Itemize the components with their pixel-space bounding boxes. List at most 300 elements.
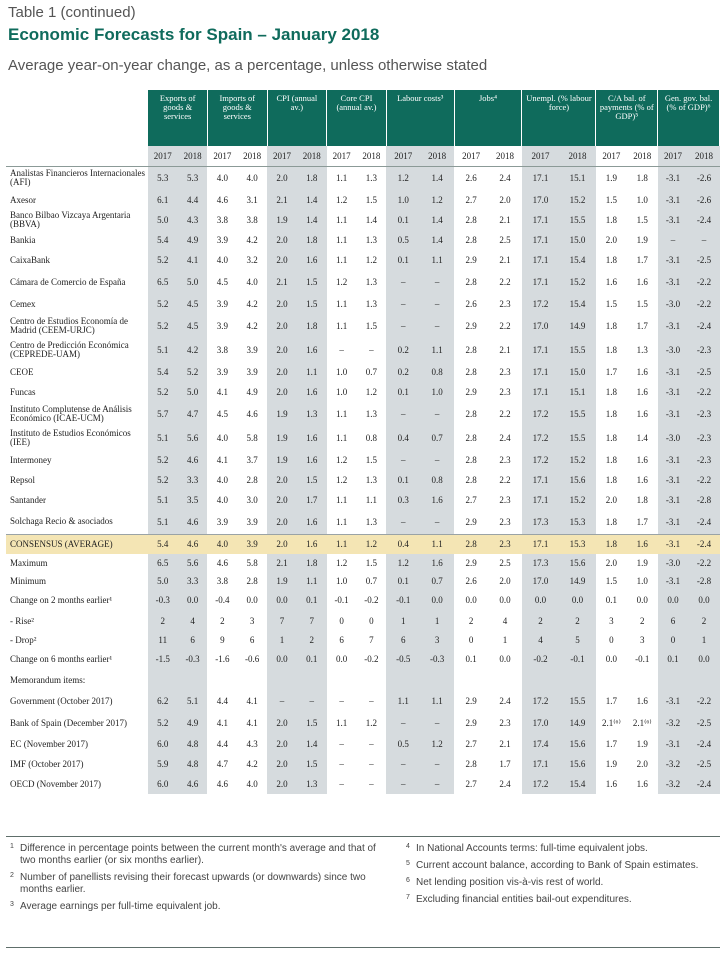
table-cell: – [420,712,454,734]
table-cell: 1.8 [596,338,627,362]
table-cell: 2.5 [488,230,522,250]
table-cell: 15.2 [559,270,596,294]
table-cell: 1.1 [327,230,357,250]
table-cell [356,670,386,690]
table-row [6,572,720,590]
footnote-number: 2 [10,872,14,879]
table-cell: 4.5 [178,314,208,338]
table-cell: 1.5 [297,270,327,294]
table-cell: 1.2 [327,470,357,490]
table-cell: 2.8 [454,402,488,426]
table-row [6,554,720,572]
header-blank [6,90,148,146]
table-cell: -2.2 [688,270,719,294]
table-cell: 15.6 [559,754,596,774]
table-cell: 17.4 [522,734,559,754]
table-cell: – [386,510,420,534]
table-cell: 2.3 [488,712,522,734]
table-cell: 1.1 [327,402,357,426]
table-cell: 1.2 [327,554,357,572]
table-cell: 1.8 [297,554,327,572]
table-cell: 2.8 [454,426,488,450]
table-cell: 1.9 [627,734,658,754]
footnote-text: Difference in percentage points between the current month's average and that of two months earlier (or six months earlier). [20,843,376,866]
table-cell: 15.6 [559,470,596,490]
table-cell: 4.6 [207,190,237,210]
table-cell: 5.0 [178,382,208,402]
table-cell: – [386,270,420,294]
table-cell: 4.0 [237,270,267,294]
table-cell: 3.5 [178,490,208,510]
table-cell: 2 [297,632,327,648]
row-label: Instituto de Estudios Económicos (IEE) [10,428,131,447]
table-cell: 4.0 [237,166,267,190]
table-cell: 4.6 [178,534,208,554]
table-body [6,166,720,794]
row-label: Cemex [10,298,36,309]
table-row [6,470,720,490]
table-cell: 2.3 [488,490,522,510]
table-cell: 2.0 [267,470,297,490]
table-cell: 1.1 [327,166,357,190]
table-cell: -3.1 [658,534,689,554]
table-cell: – [420,294,454,314]
table-cell: -3.1 [658,190,689,210]
table-cell: -3.1 [658,250,689,270]
table-row [6,490,720,510]
table-row [6,362,720,382]
table-cell: 4.9 [237,382,267,402]
year-header-row [6,146,720,166]
table-cell: 2.7 [454,734,488,754]
table-cell: 15.4 [559,774,596,794]
table-cell: – [356,734,386,754]
table-cell: – [356,754,386,774]
table-cell: 2.1 [267,270,297,294]
table-cell: 1 [688,632,719,648]
row-label: - Rise² [10,615,34,626]
table-cell: 2.8 [454,230,488,250]
table-cell: 1.5 [356,190,386,210]
table-cell: -2.4 [688,774,719,794]
table-cell: 11 [148,632,178,648]
table-cell: 0 [596,632,627,648]
table-cell: 0.0 [522,590,559,610]
table-cell [658,670,689,690]
table-cell: 4 [178,610,208,632]
table-cell: 2.8 [454,210,488,230]
table-cell: 0.0 [267,590,297,610]
table-cell [386,670,420,690]
table-cell: 1.6 [627,270,658,294]
table-cell: -3.1 [658,166,689,190]
table-cell: 1.8 [297,230,327,250]
table-cell: 0.0 [658,590,689,610]
table-cell: 1.1 [327,294,357,314]
table-cell: 3.7 [237,450,267,470]
row-label: OECD (November 2017) [10,778,101,789]
table-cell: 4.6 [237,402,267,426]
table-cell: 2.4 [488,690,522,712]
table-cell: 5.2 [148,250,178,270]
table-cell: 1.1 [297,572,327,590]
table-cell: 4.2 [178,338,208,362]
table-cell: 0.8 [356,426,386,450]
table-cell: 1.1 [420,690,454,712]
table-cell: 1.3 [356,270,386,294]
table-cell: 1.9 [627,230,658,250]
footnote-text: Number of panellists revising their forecast upwards (or downwards) since two months earlier. [20,872,366,895]
table-cell: 0.3 [386,490,420,510]
table-cell: 5.8 [237,554,267,572]
table-cell: 0 [454,632,488,648]
table-cell: – [420,754,454,774]
table-cell: 5.2 [148,294,178,314]
footnotes-right [406,843,706,911]
table-cell: 1.0 [386,190,420,210]
table-cell: 2.0 [267,362,297,382]
table-cell: -2.2 [688,470,719,490]
table-cell: 17.2 [522,426,559,450]
table-cell: 0.0 [488,648,522,670]
table-cell: – [386,294,420,314]
table-cell: 4.6 [178,774,208,794]
year-header: 2018 [488,146,522,166]
table-cell: 4.8 [178,754,208,774]
row-label: Repsol [10,474,36,485]
table-cell: -2.6 [688,166,719,190]
table-cell: 1.1 [420,534,454,554]
table-cell: 2.1 [488,338,522,362]
row-label: Analistas Financieros Internacionales (AFI) [10,168,145,188]
table-cell: – [267,690,297,712]
table-cell: 0.0 [596,648,627,670]
table-cell: 1.9 [267,210,297,230]
table-cell: 4.1 [237,690,267,712]
year-header: 2018 [356,146,386,166]
table-cell: 1.5 [627,210,658,230]
table-cell: 2.4 [488,774,522,794]
table-cell: 4 [522,632,559,648]
table-cell: 7 [297,610,327,632]
table-cell: 3 [596,610,627,632]
table-cell [454,670,488,690]
table-cell: 2.3 [488,450,522,470]
row-label: EC (November 2017) [10,738,88,749]
table-cell: 2 [688,610,719,632]
row-label: IMF (October 2017) [10,758,84,769]
table-cell: 1.1 [327,712,357,734]
table-cell: – [327,690,357,712]
table-cell: 3.3 [178,470,208,490]
table-cell: 1.5 [297,470,327,490]
table-cell: -3.1 [658,382,689,402]
row-label: CEOE [10,366,34,377]
table-cell: -3.1 [658,450,689,470]
table-cell: 1.3 [356,470,386,490]
table-cell: 2.1⁽⁶⁾ [596,712,627,734]
year-header: 2017 [148,146,178,166]
table-row [6,250,720,270]
table-cell: 1.7 [627,250,658,270]
table-cell: – [420,402,454,426]
table-cell: 1.6 [627,690,658,712]
footnotes [6,836,720,948]
table-cell: -3.0 [658,294,689,314]
table-cell: 0 [327,610,357,632]
table-cell: 5.1 [148,490,178,510]
table-cell: 1.6 [420,490,454,510]
table-cell: 1.8 [596,534,627,554]
table-cell: 2.2 [488,270,522,294]
table-cell: 17.2 [522,402,559,426]
table-cell: – [386,450,420,470]
year-header: 2017 [658,146,689,166]
table-cell: 1.6 [627,362,658,382]
table-cell: -0.4 [207,590,237,610]
table-cell [627,670,658,690]
table-cell: 1.8 [596,450,627,470]
table-cell: 1.2 [356,534,386,554]
table-cell: 3 [420,632,454,648]
table-cell: -0.3 [148,590,178,610]
table-cell: 5 [559,632,596,648]
table-cell: 0.4 [386,426,420,450]
table-cell: 4.9 [178,712,208,734]
table-cell: 2.0 [267,382,297,402]
table-cell: 0.1 [658,648,689,670]
table-row [6,314,720,338]
footnote-number: 1 [10,843,14,850]
table-cell: 17.1 [522,382,559,402]
table-subtitle: Average year-on-year change, as a percentage, unless otherwise stated [8,57,488,74]
table-cell: 1.6 [297,534,327,554]
table-cell: 2.1 [488,250,522,270]
table-cell: 1.9 [267,402,297,426]
table-row [6,294,720,314]
table-cell: 2.7 [454,490,488,510]
table-cell: -3.0 [658,338,689,362]
table-cell: 0 [658,632,689,648]
table-row [6,754,720,774]
table-cell: -2.8 [688,572,719,590]
table-cell: 0.7 [420,572,454,590]
table-row [6,190,720,210]
table-cell [488,670,522,690]
table-cell: 3.9 [207,510,237,534]
table-cell: 1.6 [297,250,327,270]
table-cell: 4.5 [207,270,237,294]
table-cell: 0.1 [386,382,420,402]
row-label: Axesor [10,194,36,205]
table-cell: 15.5 [559,210,596,230]
table-cell: 2.8 [454,362,488,382]
table-cell: 2.4 [488,166,522,190]
footnote [10,872,390,896]
table-cell: 4.0 [207,166,237,190]
table-cell: 0.8 [420,470,454,490]
table-cell: -3.1 [658,734,689,754]
table-cell: 1.6 [297,338,327,362]
table-cell: 0.0 [488,590,522,610]
table-cell: 3.9 [207,314,237,338]
table-cell: 1.6 [596,774,627,794]
table-cell: -2.8 [688,490,719,510]
table-cell: 1.4 [627,426,658,450]
table-cell: 1.1 [420,338,454,362]
table-cell: 1.7 [627,314,658,338]
table-cell: 1.9 [627,554,658,572]
table-cell: 2.3 [488,534,522,554]
column-header: CPI (annual av.) [267,90,327,146]
table-cell: -3.1 [658,510,689,534]
table-cell: 0.1 [454,648,488,670]
table-cell: 0.7 [356,572,386,590]
table-cell: 3 [237,610,267,632]
table-cell: 1.9 [596,166,627,190]
table-cell: 3.9 [207,294,237,314]
table-cell: 4.1 [207,450,237,470]
table-cell: 2.5 [488,554,522,572]
table-cell: 1.2 [327,270,357,294]
table-cell: 3.9 [237,510,267,534]
table-cell: 15.5 [559,402,596,426]
table-cell: 4 [488,610,522,632]
table-cell: 1.4 [420,166,454,190]
table-cell: 2 [522,610,559,632]
table-cell: 2.0 [267,314,297,338]
table-cell: 2.8 [454,270,488,294]
table-cell: 1.8 [297,166,327,190]
table-cell: -0.6 [237,648,267,670]
table-cell [327,670,357,690]
table-cell [596,670,627,690]
table-caption: Table 1 (continued) [8,4,136,21]
table-cell: 15.1 [559,382,596,402]
table-cell: 2.9 [454,382,488,402]
consensus-row [6,534,720,554]
table-cell: 1.8 [596,210,627,230]
table-cell: 2.2 [488,314,522,338]
table-cell [420,670,454,690]
table-cell: 2.6 [454,294,488,314]
table-cell: 1.8 [627,490,658,510]
table-cell: -2.4 [688,510,719,534]
table-cell: 1.2 [356,382,386,402]
table-cell: 4.2 [237,294,267,314]
table-cell [148,670,178,690]
footnote [406,894,706,906]
row-label: Bank of Spain (December 2017) [10,717,127,728]
table-row [6,590,720,610]
table-cell: -0.1 [327,590,357,610]
table-cell: 1.3 [356,510,386,534]
table-cell: – [356,690,386,712]
row-label: Instituto Complutense de Análisis Económico (ICAE-UCM) [10,404,132,423]
table-cell: 1.7 [596,734,627,754]
table-cell: 5.2 [148,470,178,490]
table-cell: 17.0 [522,712,559,734]
table-cell: 2.1⁽⁶⁾ [627,712,658,734]
column-header: Exports of goods & services [148,90,208,146]
table-cell: 5.2 [148,382,178,402]
table-row [6,610,720,632]
row-label: Funcas [10,386,36,397]
table-cell: 0.0 [688,590,719,610]
table-cell: 17.1 [522,270,559,294]
table-cell: 4.1 [207,382,237,402]
table-cell: 1 [267,632,297,648]
table-cell: 0.7 [420,426,454,450]
table-cell: 1.4 [420,230,454,250]
table-cell: 2.0 [627,754,658,774]
table-row [6,774,720,794]
table-cell: – [386,402,420,426]
table-cell: -0.3 [420,648,454,670]
footnote-number: 4 [406,843,410,850]
table-cell: 1.2 [420,190,454,210]
table-cell [559,670,596,690]
table-cell: 5.1 [148,426,178,450]
table-cell: 15.1 [559,166,596,190]
column-header: Imports of goods & services [207,90,267,146]
table-cell: 1.8 [596,314,627,338]
table-cell: 5.9 [148,754,178,774]
table-cell: 1.0 [420,382,454,402]
table-cell: 3.0 [237,490,267,510]
table-cell: 2.6 [454,572,488,590]
table-cell: -3.1 [658,402,689,426]
table-cell: -3.2 [658,754,689,774]
table-cell [237,670,267,690]
table-cell: 2.0 [267,774,297,794]
table-cell: 1.1 [327,510,357,534]
table-cell: 0.5 [386,734,420,754]
table-cell: 6 [237,632,267,648]
table-row [6,632,720,648]
table-cell: 1.1 [327,490,357,510]
table-cell: – [356,774,386,794]
table-cell: 0.1 [297,648,327,670]
table-cell: 4.3 [178,210,208,230]
table-cell: 1.4 [356,210,386,230]
footnote [406,860,706,872]
table-cell: 17.2 [522,774,559,794]
table-cell: 17.1 [522,250,559,270]
table-cell: – [386,712,420,734]
table-cell: – [420,510,454,534]
table-cell: 1.1 [327,534,357,554]
table-cell: -2.3 [688,402,719,426]
table-cell: -3.1 [658,690,689,712]
year-header: 2018 [627,146,658,166]
table-cell: 1.6 [596,270,627,294]
table-cell: 3 [627,632,658,648]
column-header: C/A bal. of payments (% of GDP)⁵ [596,90,658,146]
table-cell: 4.0 [207,534,237,554]
table-cell: -3.1 [658,210,689,230]
table-cell: -2.5 [688,712,719,734]
table-cell: 2.8 [237,572,267,590]
table-cell: 15.3 [559,510,596,534]
year-blank [6,146,148,166]
table-cell: 3.1 [237,190,267,210]
table-cell: 2.0 [267,712,297,734]
table-cell: – [386,314,420,338]
table-cell: 1.8 [596,402,627,426]
table-row [6,338,720,362]
table-cell: -0.2 [522,648,559,670]
